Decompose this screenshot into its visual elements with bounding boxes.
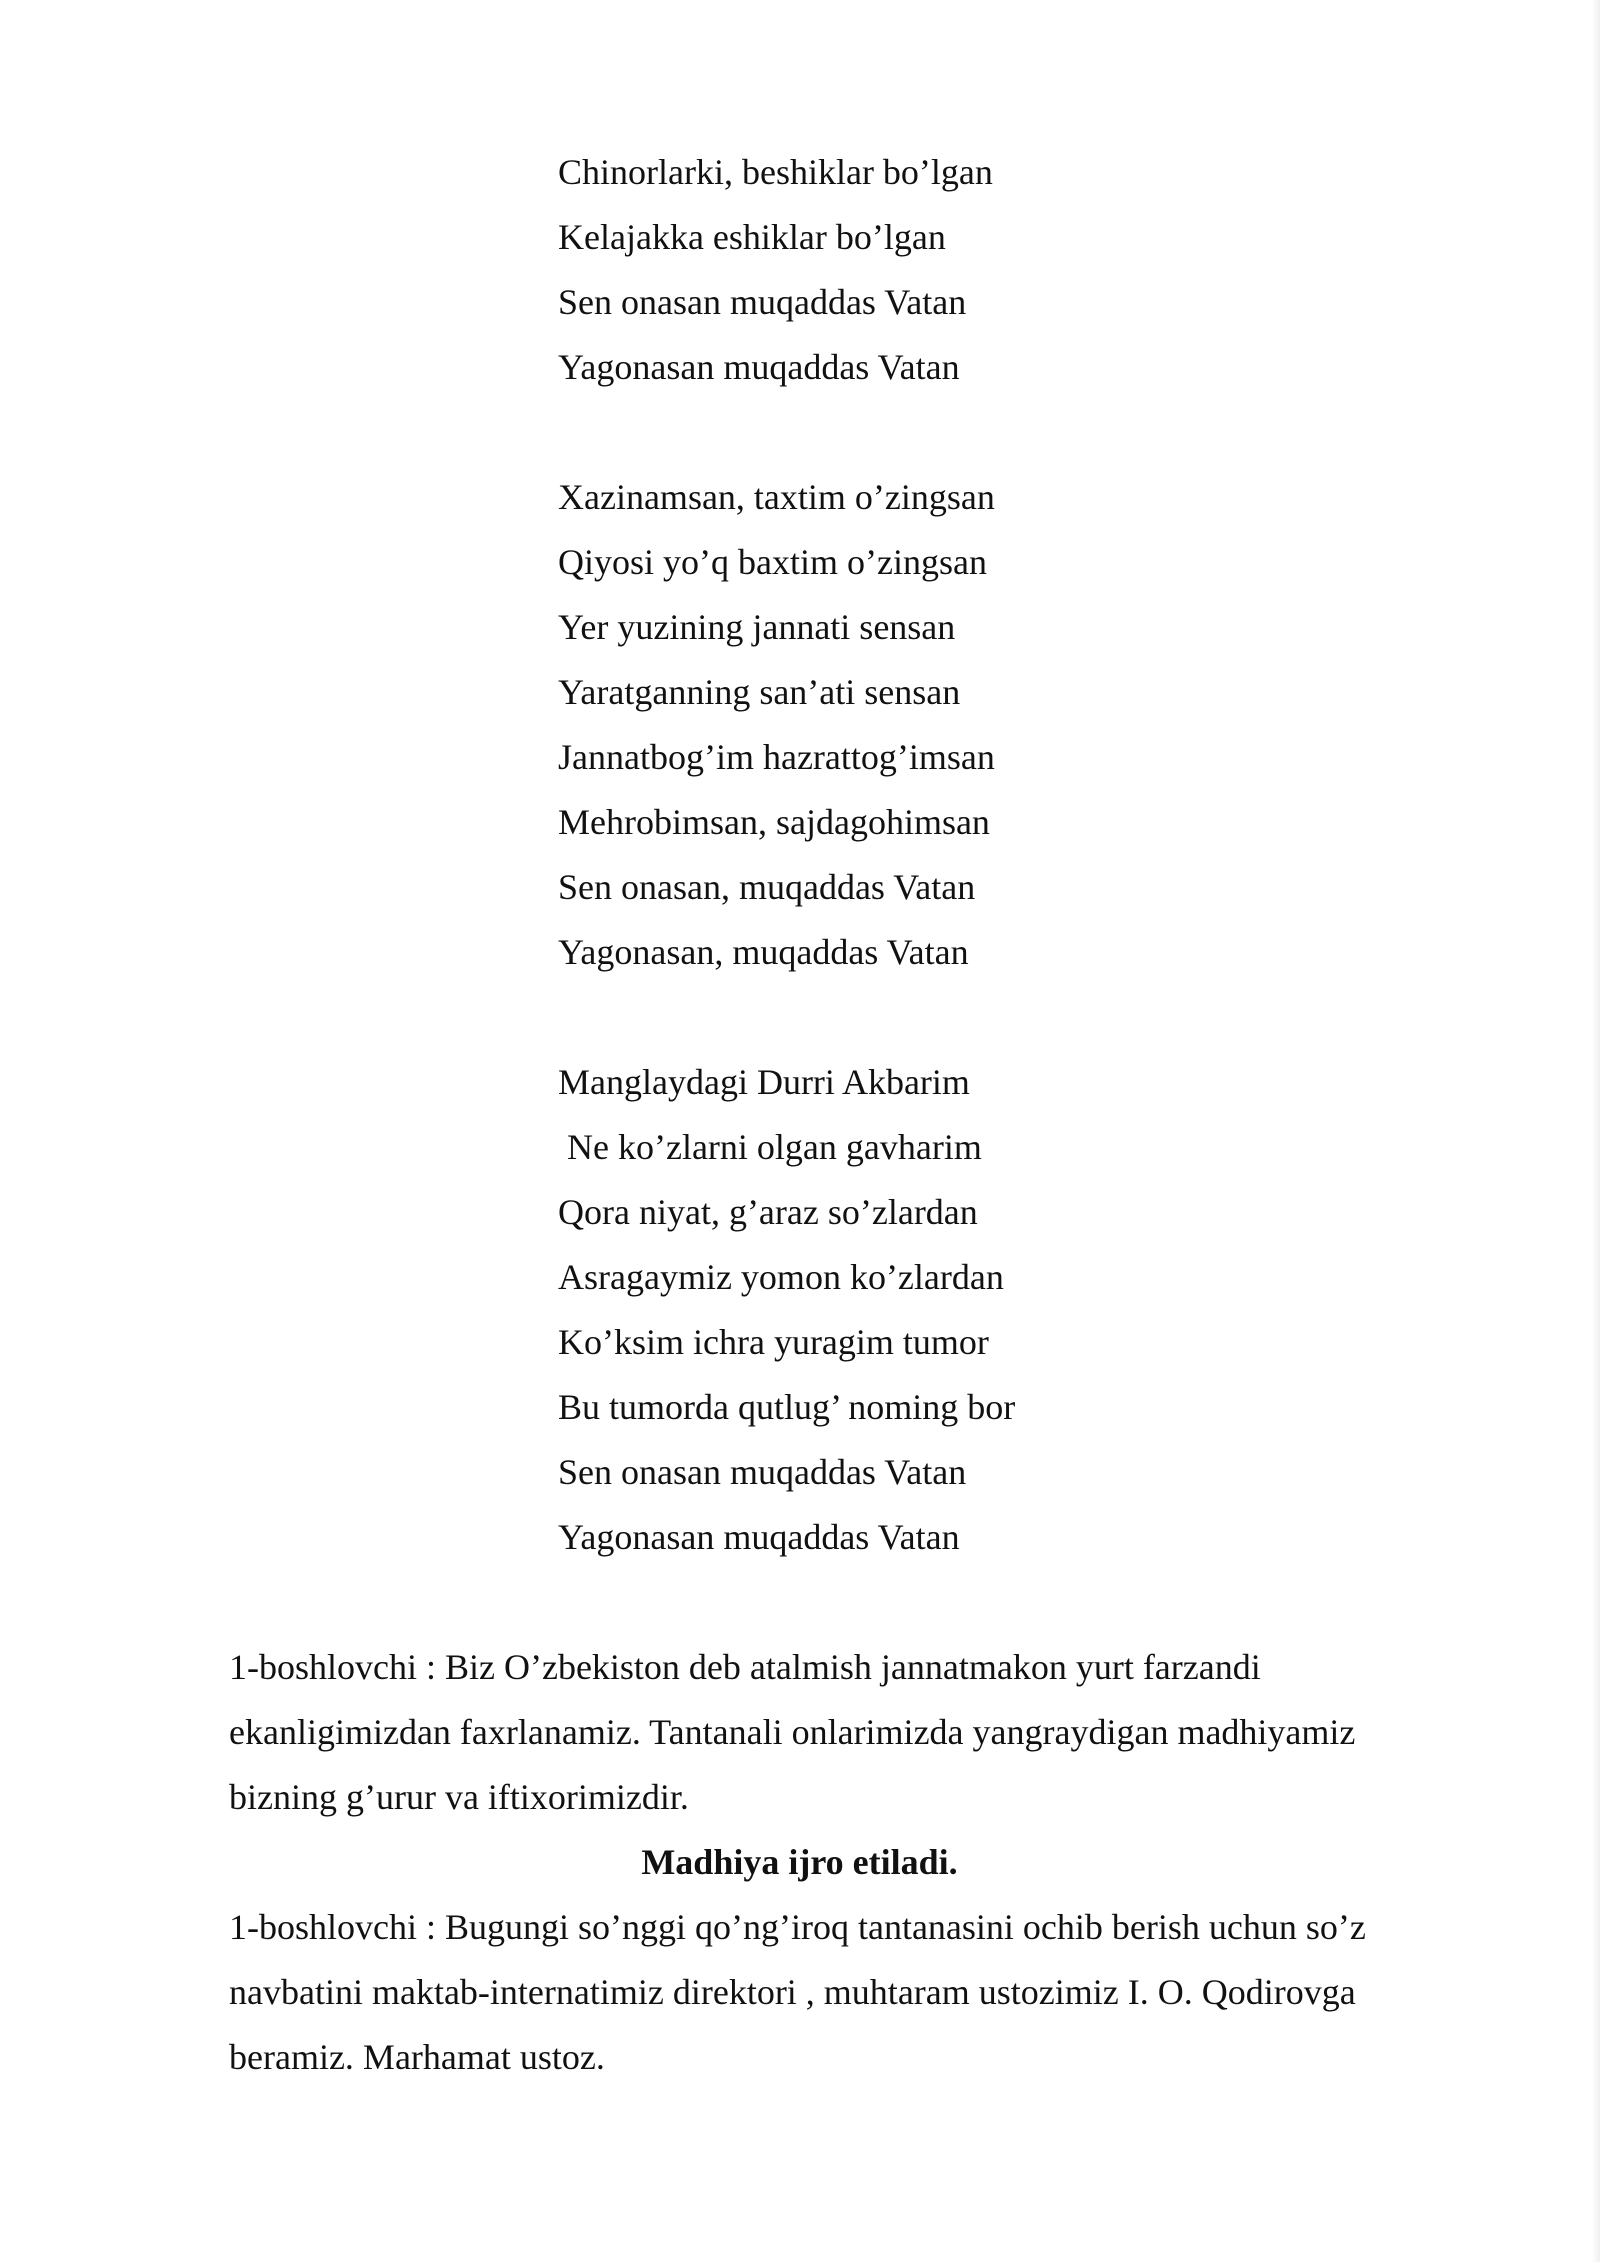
poem-line: Asragaymiz yomon ko’zlardan (558, 1257, 1004, 1297)
host-paragraph-2: 1-boshlovchi : Bugungi so’nggi qo’ng’iroq tantanasini ochib berish uchun so’z navbatini maktab-internatimiz direktori , muhtaram ustozimiz I. O. Qodirovga beramiz. Marhamat ustoz. (229, 1907, 1366, 2077)
host-paragraph-1: 1-boshlovchi : Biz O’zbekiston deb atalmish jannatmakon yurt farzandi ekanligimizdan faxrlanamiz. Tantanali onlarimizda yangraydigan madhiyamiz bizning g’urur va iftixorimizdir. (229, 1647, 1356, 1817)
poem-line: Manglaydagi Durri Akbarim (558, 1062, 970, 1102)
prose-section (229, 1635, 1429, 2090)
poem-line: Yaratganning san’ati sensan (558, 672, 961, 712)
poem-line: Jannatbog’im hazrattog’imsan (558, 737, 995, 777)
poem-line: Sen onasan, muqaddas Vatan (558, 867, 976, 907)
stanza-1 (558, 140, 1358, 400)
poem-line: Bu tumorda qutlug’ noming bor (558, 1387, 1016, 1427)
poem-line: Yagonasan muqaddas Vatan (558, 347, 960, 387)
poem-line: Yagonasan muqaddas Vatan (558, 1517, 960, 1557)
poem-line: Qiyosi yo’q baxtim o’zingsan (558, 542, 987, 582)
poem-line: Chinorlarki, beshiklar bo’lgan (558, 152, 993, 192)
poem-line: Yer yuzining jannati sensan (558, 607, 956, 647)
poem-line: Kelajakka eshiklar bo’lgan (558, 217, 946, 257)
stanza-2 (558, 465, 1358, 985)
poem-line: Ko’ksim ichra yuragim tumor (558, 1322, 989, 1362)
poem-line: Sen onasan muqaddas Vatan (558, 1452, 967, 1492)
poem-line: Ne ko’zlarni olgan gavharim (558, 1127, 982, 1167)
page-edge-shadow (1592, 0, 1600, 2262)
poem-line: Yagonasan, muqaddas Vatan (558, 932, 969, 972)
poem-line: Xazinamsan, taxtim o’zingsan (558, 477, 995, 517)
poem-line: Mehrobimsan, sajdagohimsan (558, 802, 990, 842)
poem-line: Qora niyat, g’araz so’zlardan (558, 1192, 978, 1232)
poem-line: Sen onasan muqaddas Vatan (558, 282, 967, 322)
poem (558, 140, 1358, 1635)
stanza-3 (558, 1050, 1358, 1570)
anthem-heading: Madhiya ijro etiladi. (641, 1842, 958, 1882)
